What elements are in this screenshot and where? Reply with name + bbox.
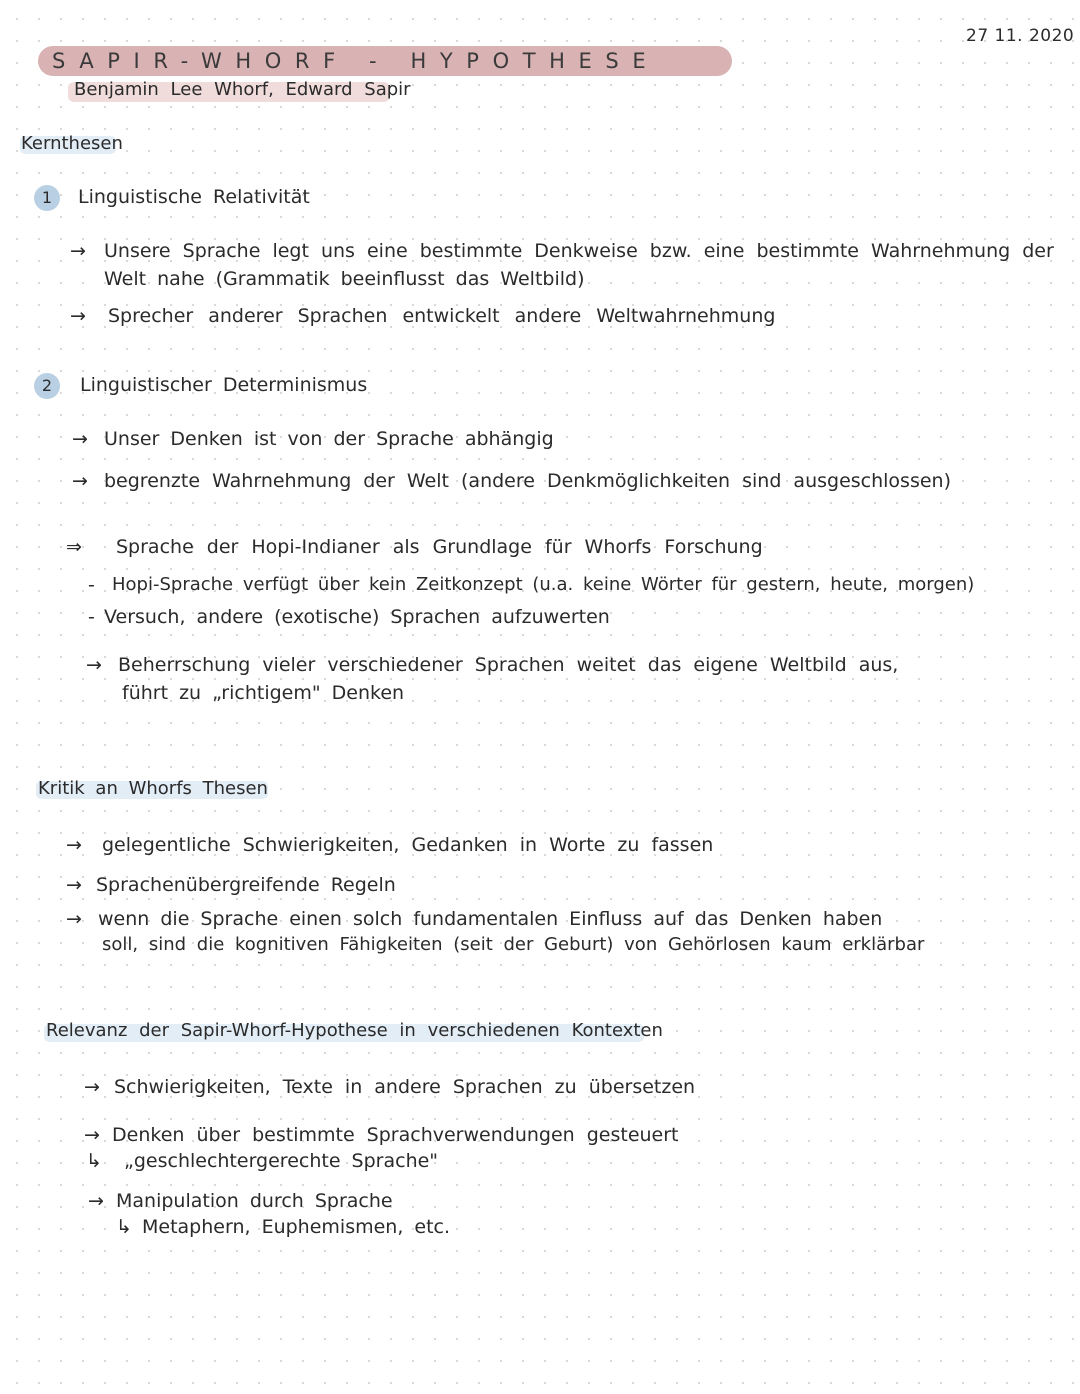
kritik-bullet-2: Sprachenübergreifende Regeln xyxy=(96,874,396,896)
thesis-1-bullet-2: Sprecher anderer Sprachen entwickelt andere Weltwahrnehmung xyxy=(108,305,776,327)
thesis-2-number: 2 xyxy=(34,373,60,399)
thesis-2-bullet-2: begrenzte Wahrnehmung der Welt (andere Denkmöglichkeiten sind ausgeschlossen) xyxy=(104,470,951,492)
arrow-icon: → xyxy=(84,1124,100,1146)
relevanz-bullet-3: Manipulation durch Sprache xyxy=(116,1190,393,1212)
double-arrow-icon: ⇒ xyxy=(66,536,82,558)
dash-icon: - xyxy=(88,606,95,628)
dash-icon: - xyxy=(88,574,95,596)
return-arrow-icon: ↳ xyxy=(116,1216,132,1238)
hopi-detail-2: Versuch, andere (exotische) Sprachen aufzuwerten xyxy=(104,606,610,628)
kritik-bullet-3-line-2: soll, sind die kognitiven Fähigkeiten (seit der Geburt) von Gehörlosen kaum erklärbar xyxy=(102,934,925,955)
kernthesen-heading: Kernthesen xyxy=(21,133,123,154)
arrow-icon: → xyxy=(66,908,82,930)
page-title: SAPIR-WHORF - HYPOTHESE xyxy=(52,49,660,73)
kritik-bullet-1: gelegentliche Schwierigkeiten, Gedanken in Worte zu fassen xyxy=(102,834,714,856)
hopi-detail-1: Hopi-Sprache verfügt über kein Zeitkonzept (u.a. keine Wörter für gestern, heute, morgen) xyxy=(112,574,975,595)
relevanz-bullet-1: Schwierigkeiten, Texte in andere Sprachen zu übersetzen xyxy=(114,1076,696,1098)
thesis-2-bullet-1: Unser Denken ist von der Sprache abhängig xyxy=(104,428,554,450)
thesis-1-bullet-1-line-1: Unsere Sprache legt uns eine bestimmte Denkweise bzw. eine bestimmte Wahrnehmung der xyxy=(104,240,1054,262)
date: 27 11. 2020 xyxy=(966,26,1075,46)
arrow-icon: → xyxy=(66,874,82,896)
authors: Benjamin Lee Whorf, Edward Sapir xyxy=(74,79,411,100)
thesis-1-bullet-1-line-2: Welt nahe (Grammatik beeinflusst das Weltbild) xyxy=(104,268,585,290)
kritik-heading: Kritik an Whorfs Thesen xyxy=(38,778,268,799)
thesis-2-title: Linguistischer Determinismus xyxy=(80,374,368,396)
return-arrow-icon: ↳ xyxy=(86,1150,102,1172)
relevanz-bullet-3-sub: Metaphern, Euphemismen, etc. xyxy=(142,1216,451,1238)
arrow-icon: → xyxy=(72,470,88,492)
arrow-icon: → xyxy=(84,1076,100,1098)
kritik-bullet-3-line-1: wenn die Sprache einen solch fundamentalen Einfluss auf das Denken haben xyxy=(98,908,883,930)
arrow-icon: → xyxy=(70,305,86,327)
arrow-icon: → xyxy=(72,428,88,450)
thesis-1-number: 1 xyxy=(34,185,60,211)
arrow-icon: → xyxy=(70,240,86,262)
hopi-main: Sprache der Hopi-Indianer als Grundlage für Whorfs Forschung xyxy=(116,536,763,558)
relevanz-bullet-2: Denken über bestimmte Sprachverwendungen gesteuert xyxy=(112,1124,679,1146)
arrow-icon: → xyxy=(88,1190,104,1212)
arrow-icon: → xyxy=(66,834,82,856)
hopi-arrow-line-2: führt zu „richtigem" Denken xyxy=(122,682,405,704)
hopi-arrow-line-1: Beherrschung vieler verschiedener Sprachen weitet das eigene Weltbild aus, xyxy=(118,654,899,676)
relevanz-heading: Relevanz der Sapir-Whorf-Hypothese in verschiedenen Kontexten xyxy=(46,1020,663,1041)
arrow-icon: → xyxy=(86,654,102,676)
thesis-1-title: Linguistische Relativität xyxy=(78,186,310,208)
relevanz-bullet-2-sub: „geschlechtergerechte Sprache" xyxy=(124,1150,439,1172)
